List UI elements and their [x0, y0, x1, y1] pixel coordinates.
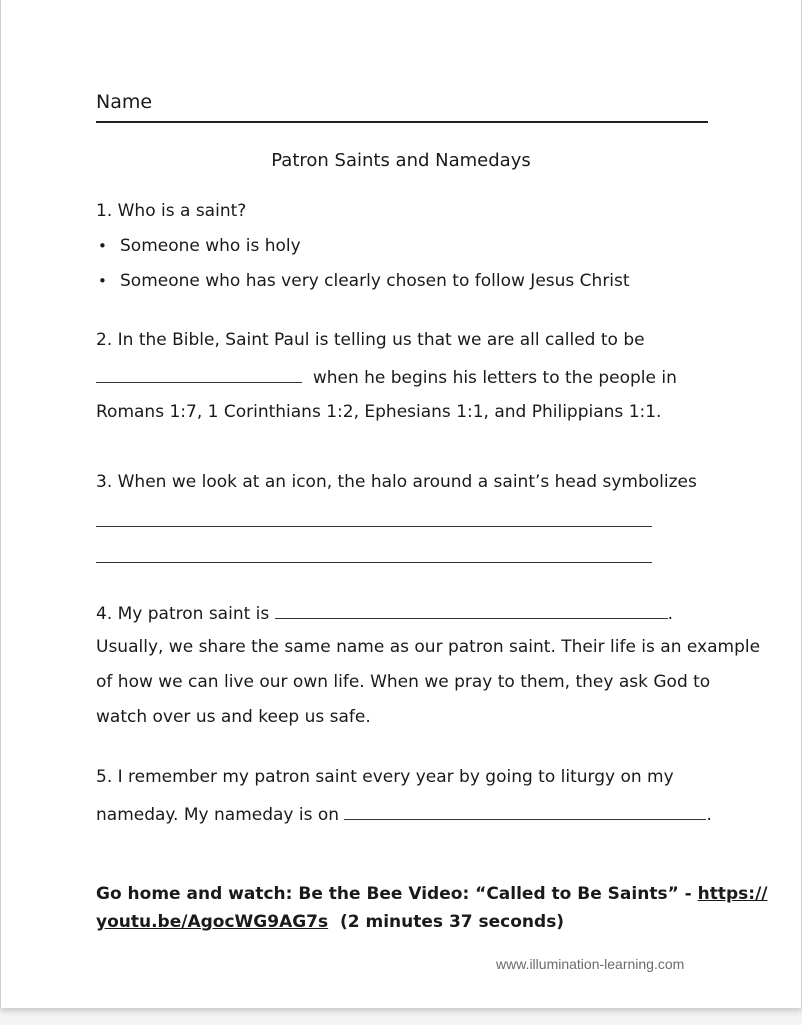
q5-line-2	[96, 803, 712, 825]
q4-line-1	[96, 602, 673, 624]
footer-website: www.illumination-learning.com	[496, 956, 685, 972]
q4-line-3: of how we can live our own life. When we pray to them, they ask God to	[96, 672, 711, 692]
q4-line-2: Usually, we share the same name as our patron saint. Their life is an example	[96, 637, 761, 657]
q4-answer-blank[interactable]	[275, 602, 668, 619]
q4-line-4: watch over us and keep us safe.	[96, 707, 371, 727]
q3-question: 3. When we look at an icon, the halo around a saint’s head symbolizes	[96, 472, 697, 492]
q3-answer-line-2[interactable]	[96, 562, 652, 563]
q5-answer-blank[interactable]	[344, 803, 706, 820]
homework-line-1	[96, 884, 768, 904]
q2-line-3: Romans 1:7, 1 Corinthians 1:2, Ephesians 1:1, and Philippians 1:1.	[96, 402, 662, 422]
q1-question: 1. Who is a saint?	[96, 201, 247, 221]
q2-line-2	[96, 366, 677, 388]
q5-line-1: 5. I remember my patron saint every year by going to liturgy on my	[96, 767, 674, 787]
name-label: Name	[96, 91, 153, 113]
q2-answer-blank[interactable]	[96, 366, 302, 383]
q1-bullet-1: • Someone who is holy	[98, 236, 301, 256]
video-duration: (2 minutes 37 seconds)	[339, 912, 565, 932]
q2-line-1: 2. In the Bible, Saint Paul is telling us that we are all called to be	[96, 330, 645, 350]
homework-prefix: Go home and watch: Be the Bee Video: “Called to Be Saints” -	[96, 884, 692, 904]
q3-answer-line-1[interactable]	[96, 526, 652, 527]
q1-bullet-2: • Someone who has very clearly chosen to follow Jesus Christ	[98, 271, 630, 291]
q2-line-2-text: when he begins his letters to the people in	[312, 368, 677, 389]
name-write-line[interactable]	[96, 121, 708, 123]
q4-prompt: 4. My patron saint is	[96, 604, 270, 625]
q5-period: .	[706, 805, 712, 826]
q4-period: .	[667, 604, 674, 625]
q5-prompt: nameday. My nameday is on	[96, 805, 340, 826]
video-link-part-1[interactable]: https://	[697, 884, 768, 904]
homework-line-2	[96, 912, 564, 932]
video-link-part-2[interactable]: youtu.be/AgocWG9AG7s	[96, 912, 329, 932]
page-title: Patron Saints and Namedays	[271, 150, 531, 171]
